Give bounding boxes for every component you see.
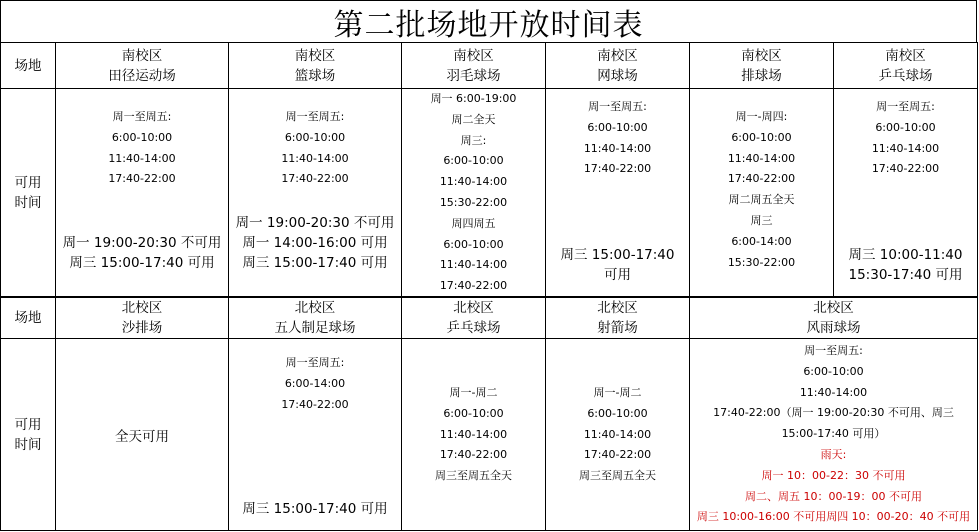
north-time-row (1, 339, 978, 531)
time-cell-south-pingpong: 周一至周五: 6:00-10:00 11:40-14:00 17:40-22:00 周三 10:00-11:40 15:30-17:40 可用 (834, 89, 978, 298)
venue-header-north-futsal: 北校区 五人制足球场 (229, 297, 402, 339)
venue-header-south-basketball: 南校区 篮球场 (229, 43, 402, 89)
venue-header-north-pingpong: 北校区 乒乓球场 (402, 297, 546, 339)
schedule-table (0, 42, 978, 298)
venue-header-south-tennis: 南校区 网球场 (546, 43, 690, 89)
venue-header-south-badminton: 南校区 羽毛球场 (402, 43, 546, 89)
venue-label-cell-north: 场地 (1, 297, 56, 339)
venue-header-north-archery: 北校区 射箭场 (546, 297, 690, 339)
time-cell-south-volleyball: 周一-周四: 6:00-10:00 11:40-14:00 17:40-22:00 周二周五全天 周三 6:00-14:00 15:30-22:00 (690, 89, 834, 298)
time-cell-south-tennis: 周一至周五: 6:00-10:00 11:40-14:00 17:40-22:00 周三 15:00-17:40 可用 (546, 89, 690, 298)
north-venue-row (1, 297, 978, 339)
page-title: 第二批场地开放时间表 (0, 0, 977, 43)
time-cell-north-allweather: 周一至周五: 6:00-10:00 11:40-14:00 17:40-22:00（周一 19:00-20:30 不可用、周三 15:00-17:40 可用） 雨天: 周一 10：00-22：30 不可用 周二、周五 10：00-19：00 不可用 周三 10:00-16:00 不可用周四 10：00-20：40 不可用 (690, 339, 978, 531)
rain-day-schedule: 雨天: 周一 10：00-22：30 不可用 周二、周五 10：00-19：00 不可用 周三 10:00-16:00 不可用周四 10：00-20：40 不可用 (696, 447, 971, 524)
available-time-label-cell-north: 可用 时间 (1, 339, 56, 531)
time-cell-south-basketball: 周一至周五: 6:00-10:00 11:40-14:00 17:40-22:00 周一 19:00-20:30 不可用 周一 14:00-16:00 可用 周三 15:00-17:40 可用 (229, 89, 402, 298)
venue-header-south-track: 南校区 田径运动场 (56, 43, 229, 89)
available-time-label-cell: 可用 时间 (1, 89, 56, 298)
north-schedule-table (0, 296, 978, 531)
time-cell-north-archery: 周一-周二 6:00-10:00 11:40-14:00 17:40-22:00 周三至周五全天 (546, 339, 690, 531)
venue-header-south-volleyball: 南校区 排球场 (690, 43, 834, 89)
time-cell-north-futsal: 周一至周五: 6:00-14:00 17:40-22:00 周三 15:00-17:40 可用 (229, 339, 402, 531)
venue-header-north-allweather: 北校区 风雨球场 (690, 297, 978, 339)
time-cell-south-track: 周一至周五: 6:00-10:00 11:40-14:00 17:40-22:00 周一 19:00-20:30 不可用 周三 15:00-17:40 可用 (56, 89, 229, 298)
time-cell-south-badminton: 周一 6:00-19:00 周二全天 周三: 6:00-10:00 11:40-14:00 15:30-22:00 周四周五 6:00-10:00 11:40-14:00 17:40-22:00 (402, 89, 546, 298)
time-cell-north-beach-volleyball: 全天可用 (56, 339, 229, 531)
south-venue-row (1, 43, 978, 89)
venue-header-south-pingpong: 南校区 乒乓球场 (834, 43, 978, 89)
time-cell-north-pingpong: 周一-周二 6:00-10:00 11:40-14:00 17:40-22:00 周三至周五全天 (402, 339, 546, 531)
venue-label-cell: 场地 (1, 43, 56, 89)
south-time-row (1, 89, 978, 298)
venue-header-north-beach-volleyball: 北校区 沙排场 (56, 297, 229, 339)
